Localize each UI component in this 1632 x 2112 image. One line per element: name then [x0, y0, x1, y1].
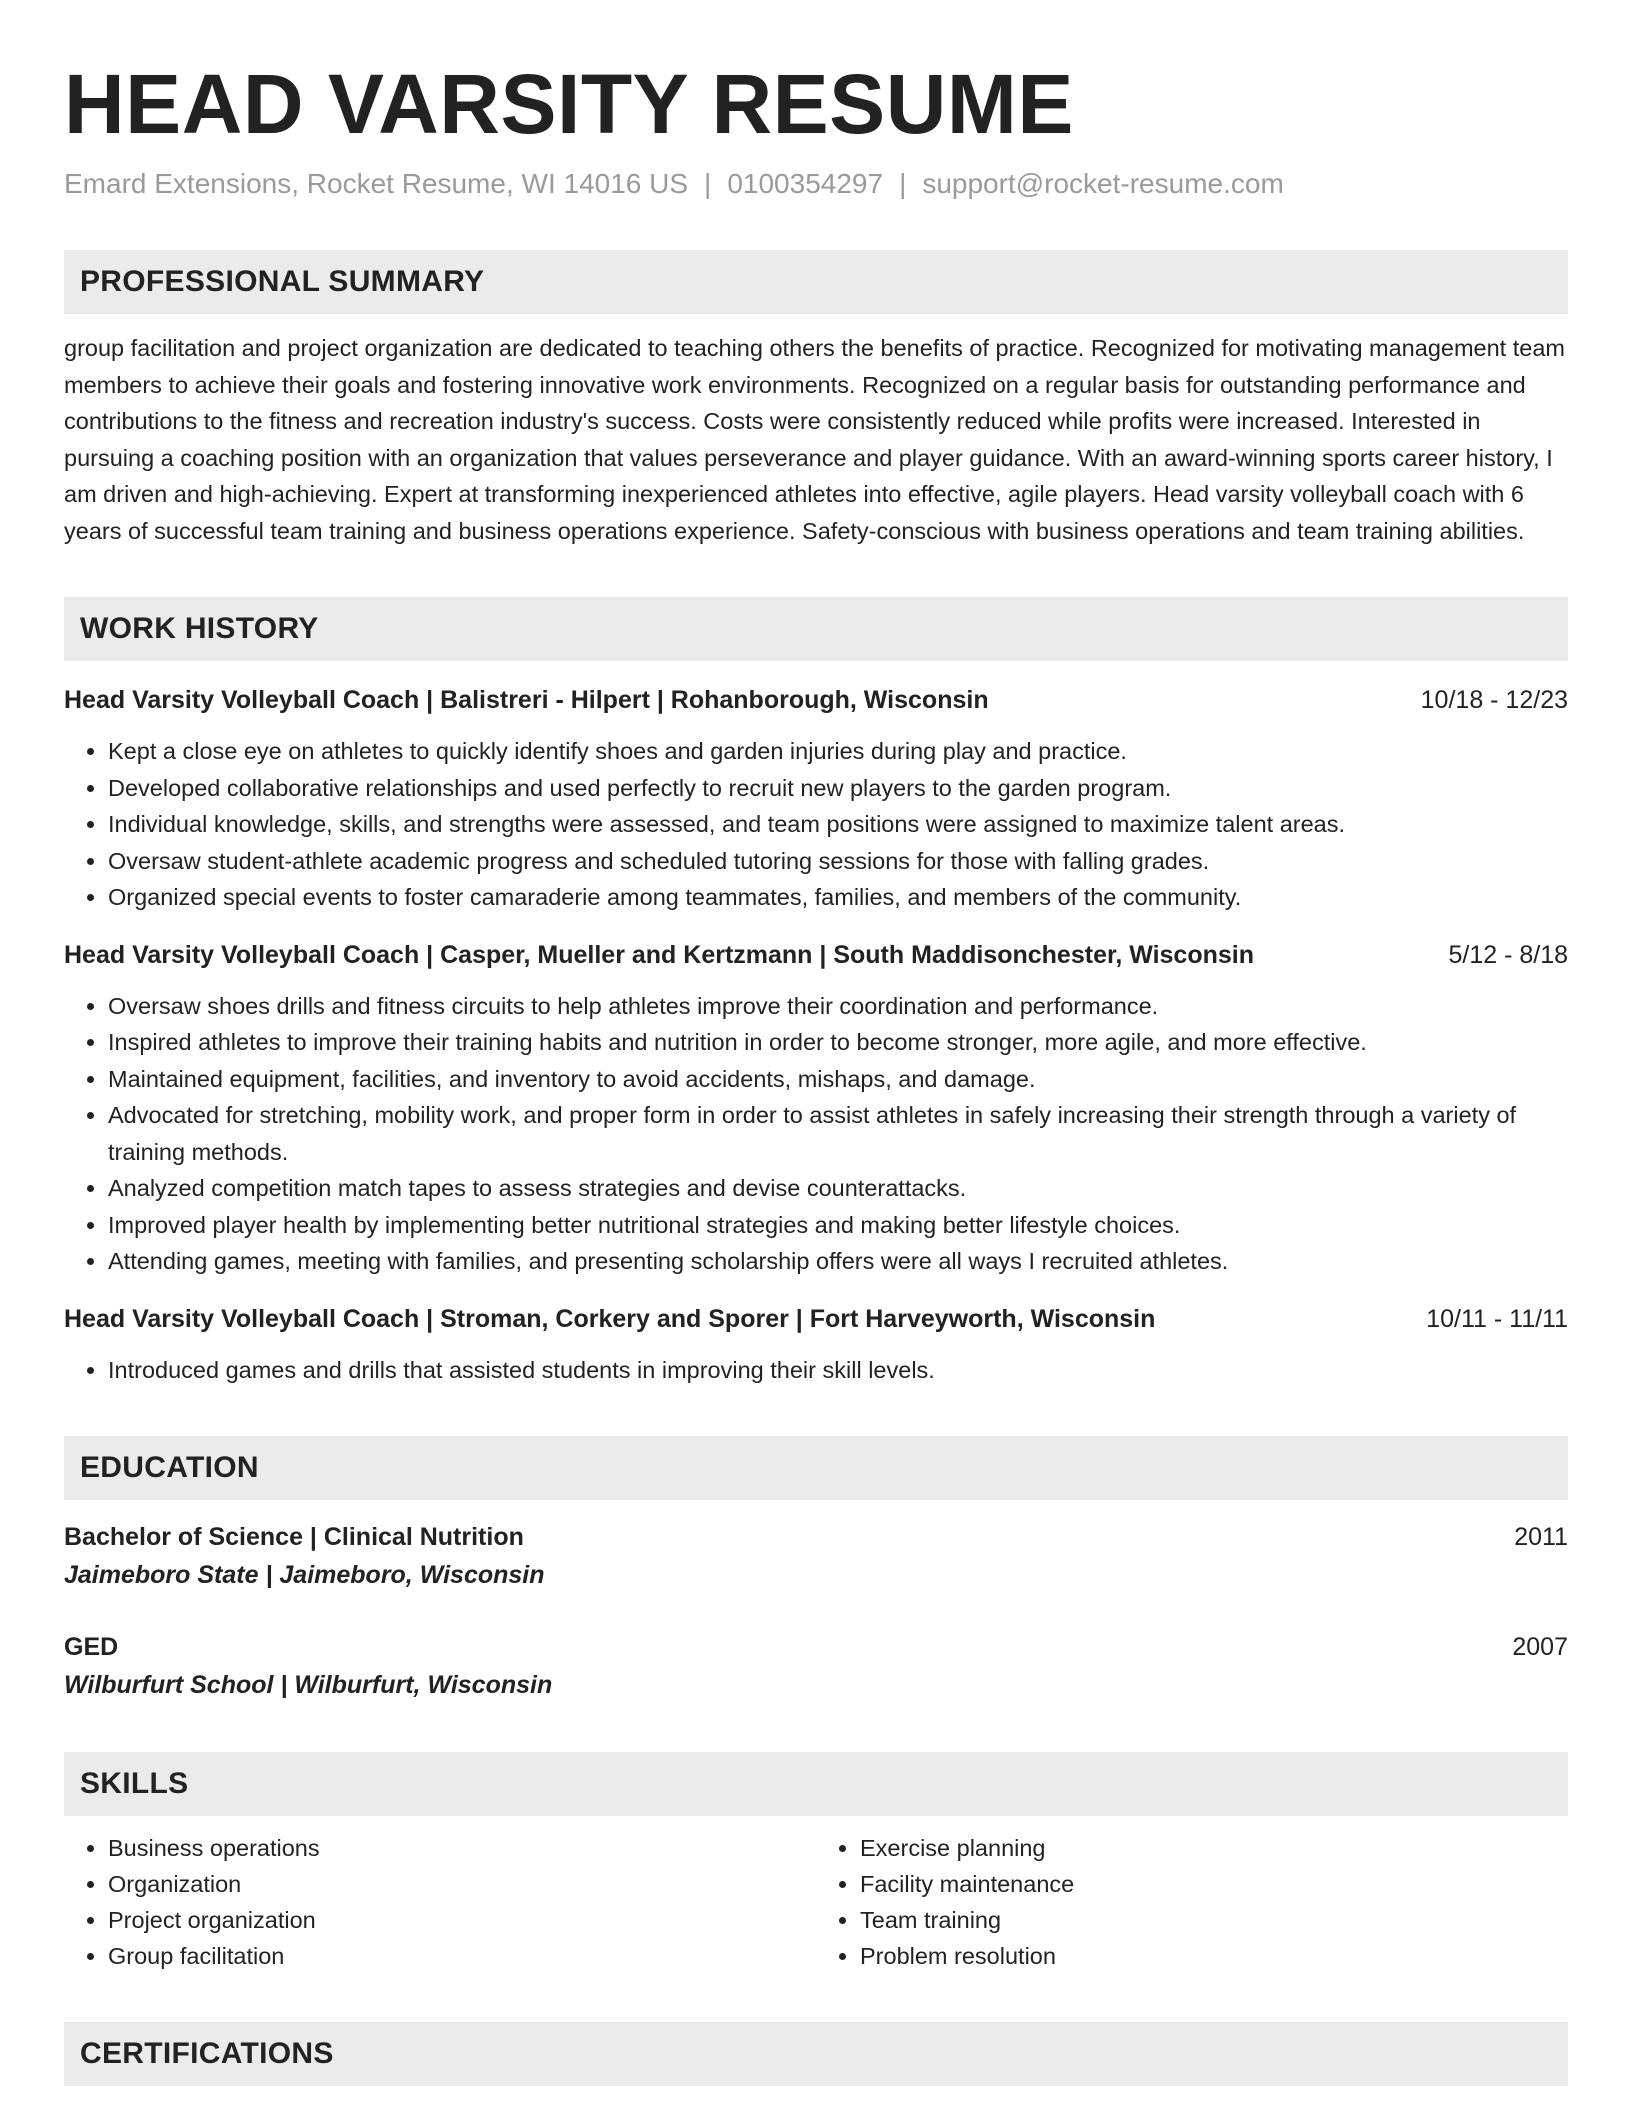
job-bullet: • Improved player health by implementing better nutritional strategies and making better lifestyle choices.	[108, 1207, 1568, 1244]
skills-columns	[64, 1830, 1568, 1974]
skill-item: • Exercise planning	[860, 1830, 1568, 1866]
skill-item: • Organization	[108, 1866, 816, 1902]
job-bullets	[64, 988, 1568, 1280]
job-bullet: • Introduced games and drills that assisted students in improving their skill levels.	[108, 1352, 1568, 1389]
contact-email: support@rocket-resume.com	[922, 168, 1284, 199]
contact-line	[64, 166, 1568, 202]
skill-item: • Problem resolution	[860, 1938, 1568, 1974]
section-heading-work-history: WORK HISTORY	[64, 597, 1568, 661]
contact-address: Emard Extensions, Rocket Resume, WI 14016 US	[64, 168, 689, 199]
education-entry	[64, 1518, 1568, 1594]
education-year: 2011	[1514, 1523, 1568, 1551]
education-year: 2007	[1512, 1633, 1568, 1661]
job-heading: Head Varsity Volleyball Coach | Casper, Mueller and Kertzmann | South Maddisonchester, Wisconsin	[64, 940, 1255, 969]
job-entry	[64, 681, 1568, 916]
job-dates: 10/18 - 12/23	[1420, 686, 1568, 714]
education-school: Wilburfurt School | Wilburfurt, Wisconsin	[64, 1671, 553, 1699]
contact-separator: |	[899, 168, 907, 199]
job-bullet: • Organized special events to foster camaraderie among teammates, families, and members of the community.	[108, 879, 1568, 916]
job-bullet: • Kept a close eye on athletes to quickly identify shoes and garden injuries during play and practice.	[108, 733, 1568, 770]
summary-text: group facilitation and project organization are dedicated to teaching others the benefits of practice. Recognized for motivating management team members to achieve their goals and fostering innovative work environments. Recognized on a regular basis for outstanding performance and contributions to the fitness and recreation industry's success. Costs were consistently reduced while profits were increased. Interested in pursuing a coaching position with an organization that values perseverance and player guidance. With an award-winning sports career history, I am driven and high-achieving. Expert at transforming inexperienced athletes into effective, agile players. Head varsity volleyball coach with 6 years of successful team training and business operations experience. Safety-conscious with business operations and team training abilities.	[64, 335, 1565, 544]
job-entry	[64, 1300, 1568, 1389]
resume-name: HEAD VARSITY RESUME	[64, 57, 1074, 151]
job-entry	[64, 936, 1568, 1280]
skill-item: • Business operations	[108, 1830, 816, 1866]
section-heading-summary: PROFESSIONAL SUMMARY	[64, 250, 1568, 314]
skills-column-right	[816, 1830, 1568, 1974]
skill-item: • Group facilitation	[108, 1938, 816, 1974]
job-bullets	[64, 733, 1568, 916]
education-degree: GED	[64, 1633, 119, 1661]
job-dates: 5/12 - 8/18	[1448, 940, 1568, 969]
skill-item: • Project organization	[108, 1902, 816, 1938]
job-heading: Head Varsity Volleyball Coach | Stroman, Corkery and Sporer | Fort Harveyworth, Wisconsin	[64, 1304, 1156, 1333]
education-school: Jaimeboro State | Jaimeboro, Wisconsin	[64, 1561, 545, 1589]
job-bullet: • Analyzed competition match tapes to assess strategies and devise counterattacks.	[108, 1170, 1568, 1207]
contact-separator: |	[704, 168, 712, 199]
job-bullets	[64, 1352, 1568, 1389]
job-heading: Head Varsity Volleyball Coach | Balistreri - Hilpert | Rohanborough, Wisconsin	[64, 686, 989, 714]
skill-item: • Facility maintenance	[860, 1866, 1568, 1902]
job-bullet: • Attending games, meeting with families, and presenting scholarship offers were all ways I recruited athletes.	[108, 1243, 1568, 1280]
contact-phone: 0100354297	[727, 168, 884, 199]
job-bullet: • Individual knowledge, skills, and strengths were assessed, and team positions were assigned to maximize talent areas.	[108, 806, 1568, 843]
job-bullet: • Oversaw student-athlete academic progress and scheduled tutoring sessions for those with falling grades.	[108, 843, 1568, 880]
job-bullet: • Inspired athletes to improve their training habits and nutrition in order to become stronger, more agile, and more effective.	[108, 1024, 1568, 1061]
job-bullet: • Advocated for stretching, mobility work, and proper form in order to assist athletes in safely increasing their strength through a variety of training methods.	[108, 1097, 1568, 1170]
education-entry	[64, 1628, 1568, 1704]
section-heading-certifications: CERTIFICATIONS	[64, 2022, 1568, 2086]
education-degree: Bachelor of Science | Clinical Nutrition	[64, 1523, 524, 1551]
job-bullet: • Maintained equipment, facilities, and inventory to avoid accidents, mishaps, and damage.	[108, 1061, 1568, 1098]
job-bullet: • Oversaw shoes drills and fitness circuits to help athletes improve their coordination and performance.	[108, 988, 1568, 1025]
skills-column-left	[64, 1830, 816, 1974]
skill-item: • Team training	[860, 1902, 1568, 1938]
job-bullet: • Developed collaborative relationships and used perfectly to recruit new players to the garden program.	[108, 770, 1568, 807]
section-heading-education: EDUCATION	[64, 1436, 1568, 1500]
job-dates: 10/11 - 11/11	[1426, 1304, 1568, 1333]
section-heading-skills: SKILLS	[64, 1752, 1568, 1816]
